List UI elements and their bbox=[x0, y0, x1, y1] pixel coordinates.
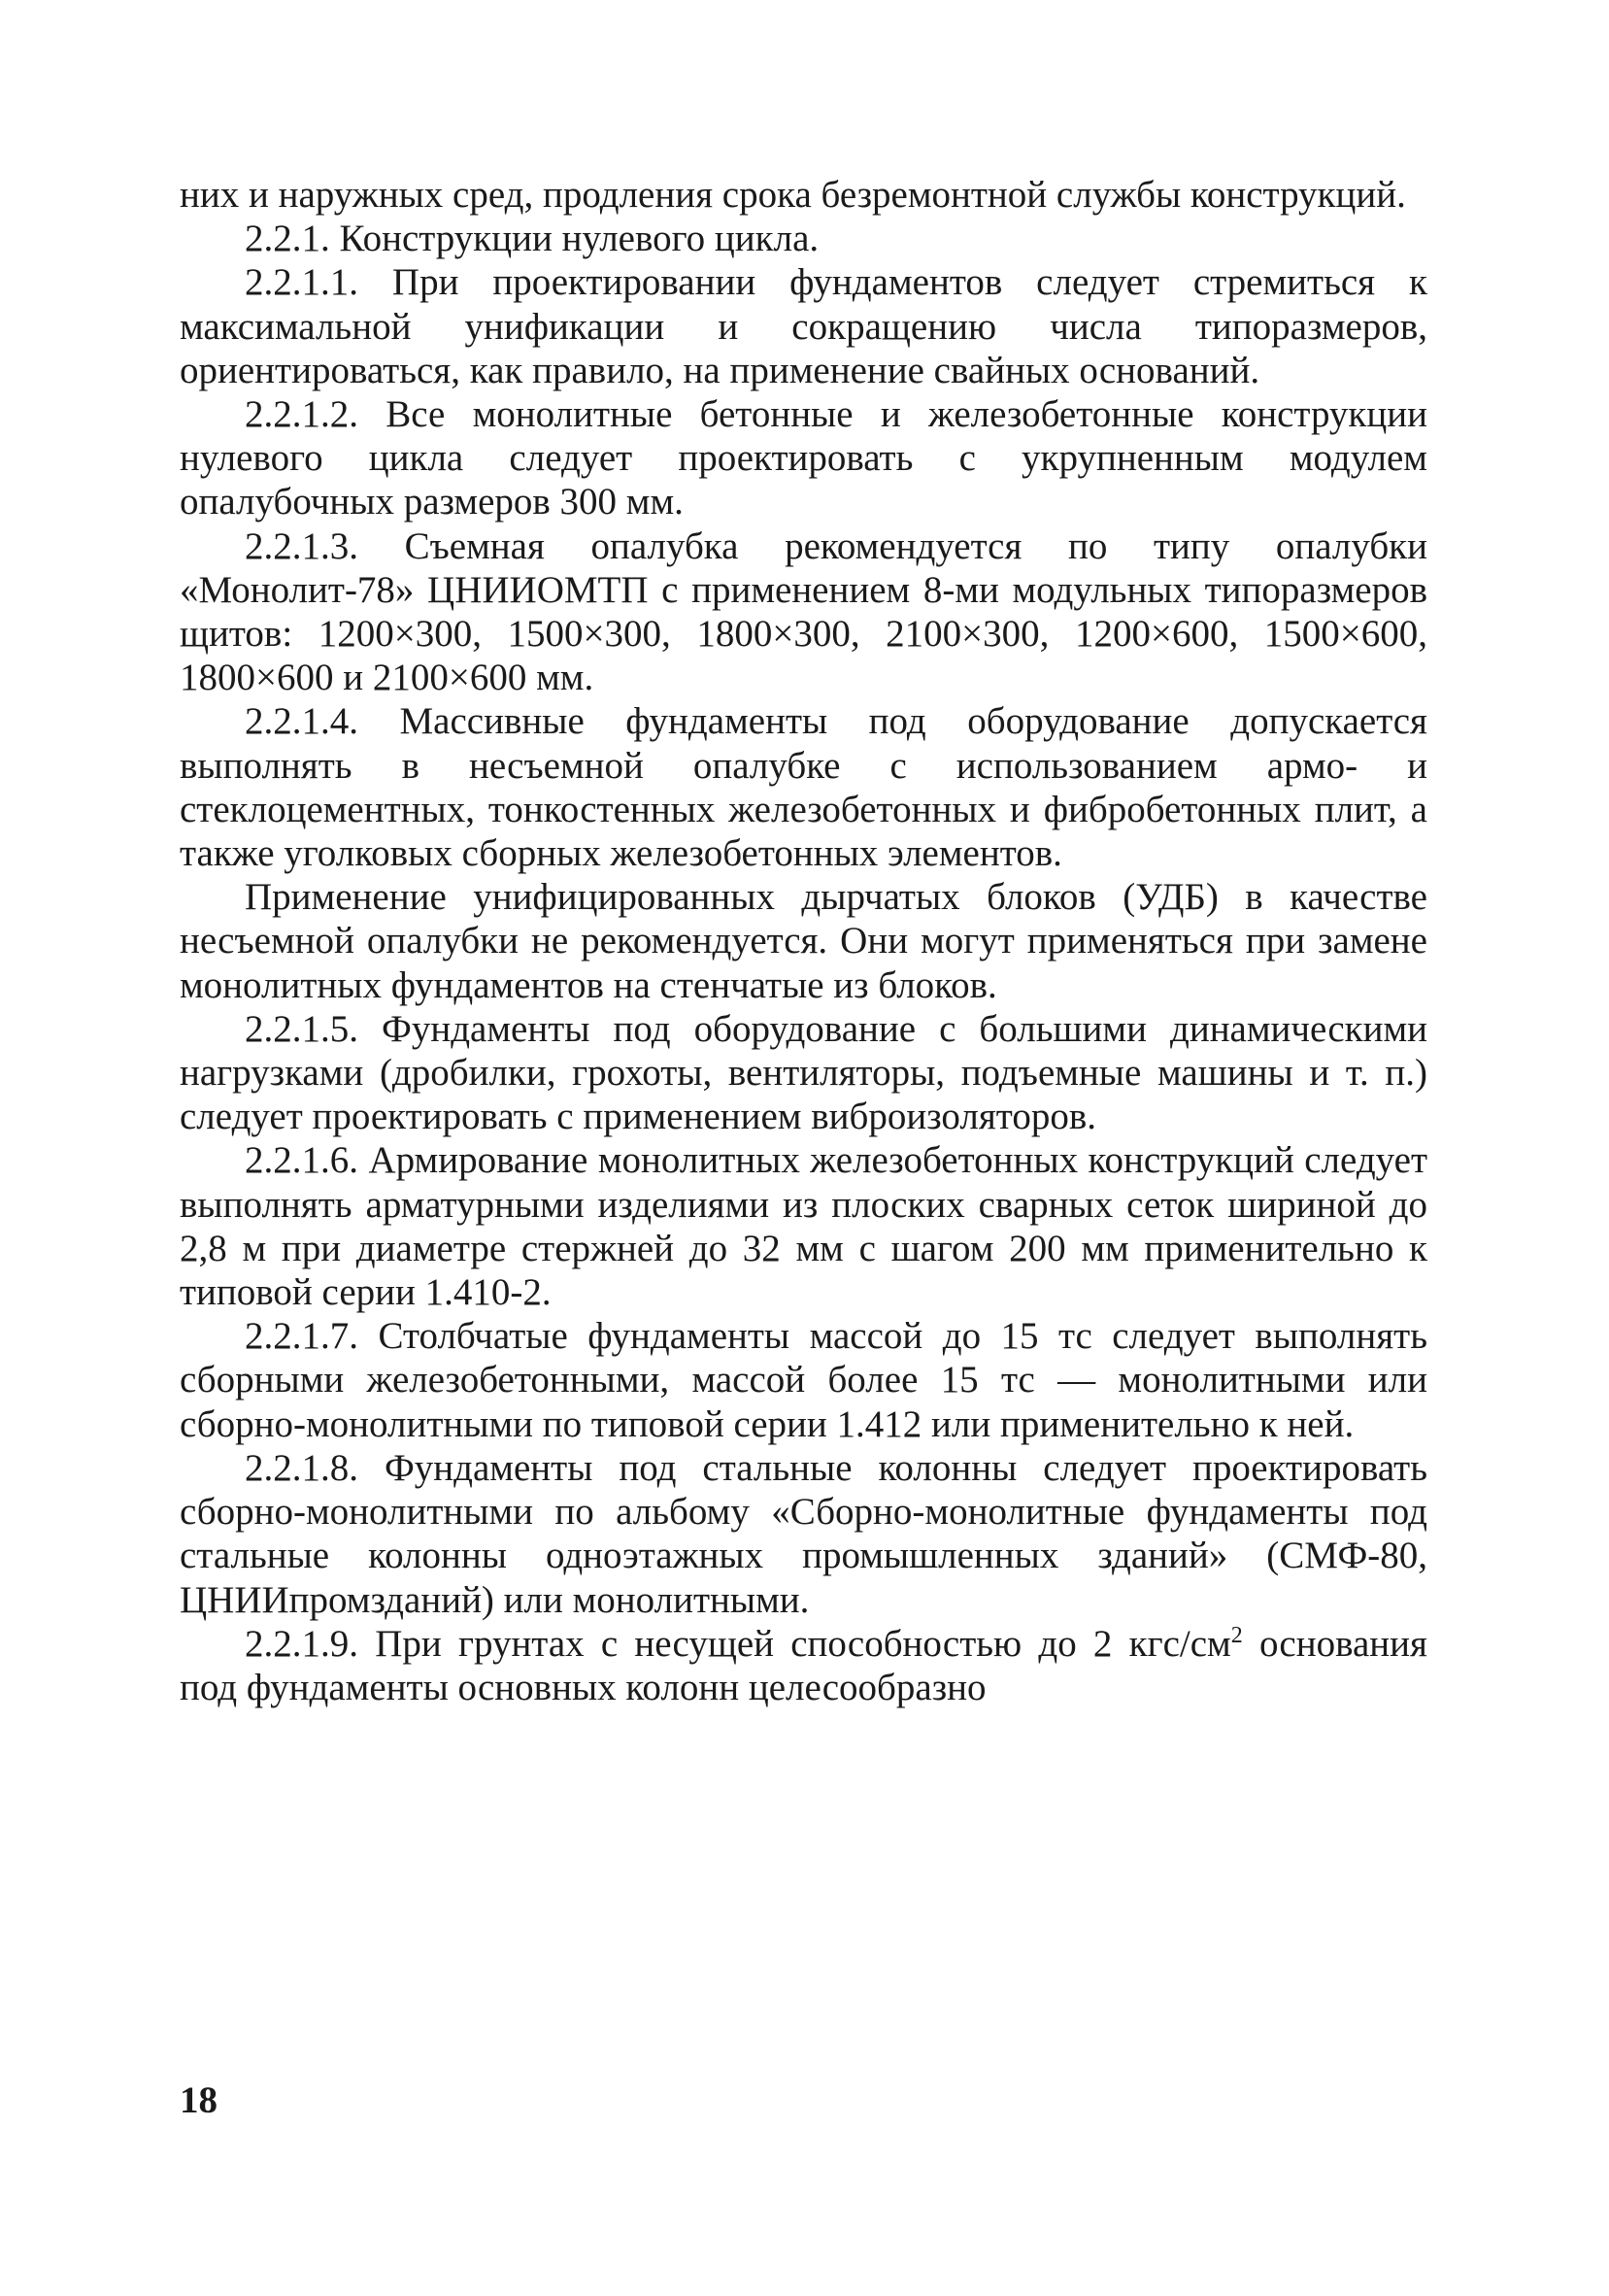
paragraph-2-2-1-9 bbox=[180, 1622, 1427, 1709]
page-number: 18 bbox=[180, 2079, 218, 2121]
paragraph-2-2-1-7: 2.2.1.7. Столбчатые фундаменты массой до 15 тс следует выполнять сборными железобетонными, массой более 15 тс — монолитными или сборно-монолитными по типовой серии 1.412 или применительно к ней. bbox=[180, 1315, 1427, 1445]
paragraph-2-2-1-8: 2.2.1.8. Фундаменты под стальные колонны следует проектировать сборно-монолитными по альбому «Сборно-монолитные фундаменты под стальные колонны одноэтажных промышленных зданий» (СМФ-80, ЦНИИпромзданий) или монолитными. bbox=[180, 1446, 1427, 1621]
paragraph-2-2-1-9-start: 2.2.1.9. При грунтах с несущей способностью до 2 кгс/см bbox=[245, 1622, 1231, 1665]
section-heading: 2.2.1. Конструкции нулевого цикла. bbox=[245, 218, 820, 260]
continuation-paragraph: них и наружных сред, продления срока безремонтной службы конструкций. bbox=[180, 174, 1406, 216]
paragraph-2-2-1-1: 2.2.1.1. При проектировании фундаментов следует стремиться к максимальной унификации и сокращению числа типоразмеров, ориентироваться, как правило, на применение свайных оснований. bbox=[180, 261, 1427, 391]
paragraph-udb: Применение унифицированных дырчатых блоков (УДБ) в качестве несъемной опалубки не рекомендуется. Они могут применяться при замене монолитных фундаментов на стенчатые из блоков. bbox=[180, 876, 1427, 1006]
paragraph-2-2-1-6: 2.2.1.6. Армирование монолитных железобетонных конструкций следует выполнять арматурными изделиями из плоских сварных сеток шириной до 2,8 м при диаметре стержней до 32 мм с шагом 200 мм применительно к типовой серии 1.410-2. bbox=[180, 1139, 1427, 1314]
paragraph-2-2-1-9-end: основания под фундаменты основных колонн целесообразно bbox=[180, 1622, 1427, 1708]
document-body bbox=[180, 173, 1427, 1709]
document-page bbox=[180, 173, 1427, 2115]
paragraph-2-2-1-5: 2.2.1.5. Фундаменты под оборудование с большими динамическими нагрузками (дробилки, грохоты, вентиляторы, подъемные машины и т. п.) следует проектировать с применением виброизоляторов. bbox=[180, 1007, 1427, 1138]
paragraph-2-2-1-3: 2.2.1.3. Съемная опалубка рекомендуется по типу опалубки «Монолит-78» ЦНИИОМТП с применением 8-ми модульных типоразмеров щитов: 1200×300, 1500×300, 1800×300, 2100×300, 1200×600, 1500×600, 1800×600 и 2100×600 мм. bbox=[180, 524, 1427, 699]
paragraph-2-2-1-2: 2.2.1.2. Все монолитные бетонные и железобетонные конструкции нулевого цикла следует проектировать с укрупненным модулем опалубочных размеров 300 мм. bbox=[180, 393, 1427, 523]
paragraph-2-2-1-4: 2.2.1.4. Массивные фундаменты под оборудование допускается выполнять в несъемной опалубке с использованием армо- и стеклоцементных, тонкостенных железобетонных и фибробетонных плит, а также уголковых сборных железобетонных элементов. bbox=[180, 700, 1427, 875]
superscript-two: 2 bbox=[1230, 1622, 1243, 1648]
